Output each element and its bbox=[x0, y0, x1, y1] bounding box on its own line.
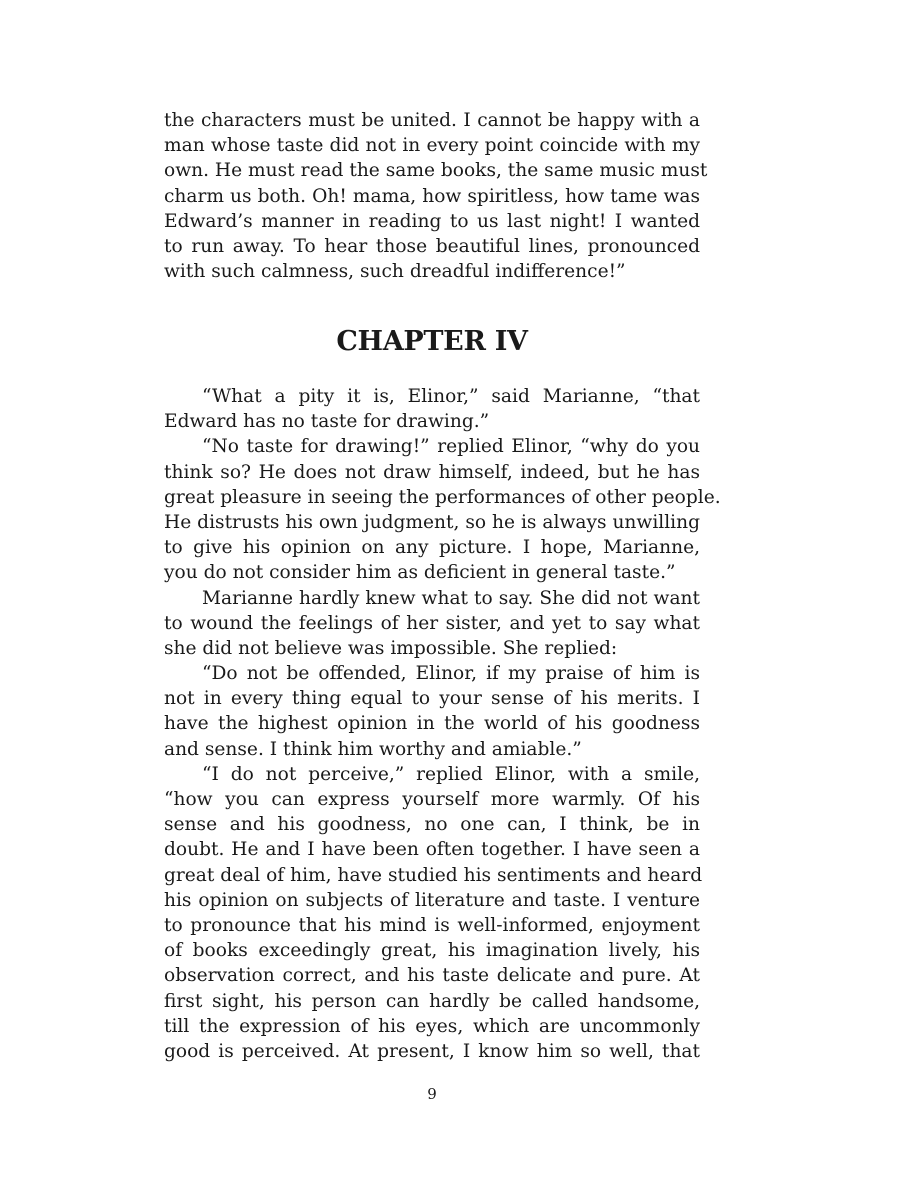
text-line: not in every thing equal to your sense of his merits. I bbox=[164, 688, 700, 710]
text-line: sense and his goodness, no one can, I think, be in bbox=[164, 814, 700, 836]
text-line: He distrusts his own judgment, so he is always unwilling bbox=[164, 511, 700, 533]
text-line: to wound the feelings of her sister, and yet to say what bbox=[164, 612, 700, 634]
paragraph bbox=[164, 762, 703, 1064]
paragraph bbox=[164, 586, 700, 662]
text-line: of books exceedingly great, his imagination lively, his bbox=[164, 940, 700, 962]
text-line: observation correct, and his taste delicate and pure. At bbox=[164, 965, 700, 987]
paragraph bbox=[164, 434, 721, 585]
paragraph bbox=[164, 661, 700, 762]
text-line: think so? He does not draw himself, indeed, but he has bbox=[164, 461, 700, 483]
text-line: “how you can express yourself more warmly. Of his bbox=[164, 789, 700, 810]
text-line: charm us both. Oh! mama, how spiritless, how tame was bbox=[164, 185, 700, 207]
text-line: man whose taste did not in every point coincide with my bbox=[164, 135, 700, 157]
chapter-body bbox=[164, 384, 721, 1064]
paragraph bbox=[164, 384, 700, 434]
text-line: Edward’s manner in reading to us last night! I wanted bbox=[164, 210, 700, 232]
text-line: doubt. He and I have been often together. I have seen a bbox=[164, 839, 700, 861]
text-line: till the expression of his eyes, which are uncommonly bbox=[164, 1015, 700, 1037]
text-line: Marianne hardly knew what to say. She did not want bbox=[202, 587, 700, 609]
text-line: you do not consider him as deficient in general taste.” bbox=[164, 562, 676, 584]
text-line: the characters must be united. I cannot be happy with a bbox=[164, 110, 700, 131]
text-line: great deal of him, have studied his sentiments and heard bbox=[164, 864, 703, 886]
text-line: to give his opinion on any picture. I hope, Marianne, bbox=[164, 537, 700, 559]
text-line: to pronounce that his mind is well-informed, enjoyment bbox=[164, 914, 700, 936]
intro-paragraph bbox=[164, 108, 708, 284]
text-line: “No taste for drawing!” replied Elinor, “why do you bbox=[202, 436, 700, 458]
chapter-title: CHAPTER IV bbox=[336, 326, 528, 357]
text-line: great pleasure in seeing the performances of other people. bbox=[164, 486, 721, 508]
text-line: “What a pity it is, Elinor,” said Marianne, “that bbox=[202, 386, 700, 407]
text-line: “Do not be offended, Elinor, if my praise of him is bbox=[202, 663, 700, 685]
page-number: 9 bbox=[427, 1085, 437, 1103]
text-line: have the highest opinion in the world of his goodness bbox=[164, 713, 700, 735]
text-line: she did not believe was impossible. She replied: bbox=[164, 637, 618, 659]
text-line: to run away. To hear those beautiful lines, pronounced bbox=[164, 235, 700, 257]
text-line: “I do not perceive,” replied Elinor, with a smile, bbox=[202, 763, 700, 785]
text-line: Edward has no taste for drawing.” bbox=[164, 411, 490, 433]
text-line: with such calmness, such dreadful indifference!” bbox=[164, 261, 626, 283]
text-line: own. He must read the same books, the same music must bbox=[164, 160, 708, 182]
text-line: good is perceived. At present, I know him so well, that bbox=[164, 1040, 700, 1062]
text-line: his opinion on subjects of literature and taste. I venture bbox=[164, 889, 700, 911]
text-line: and sense. I think him worthy and amiable.” bbox=[164, 738, 582, 760]
text-line: first sight, his person can hardly be called handsome, bbox=[164, 990, 700, 1012]
